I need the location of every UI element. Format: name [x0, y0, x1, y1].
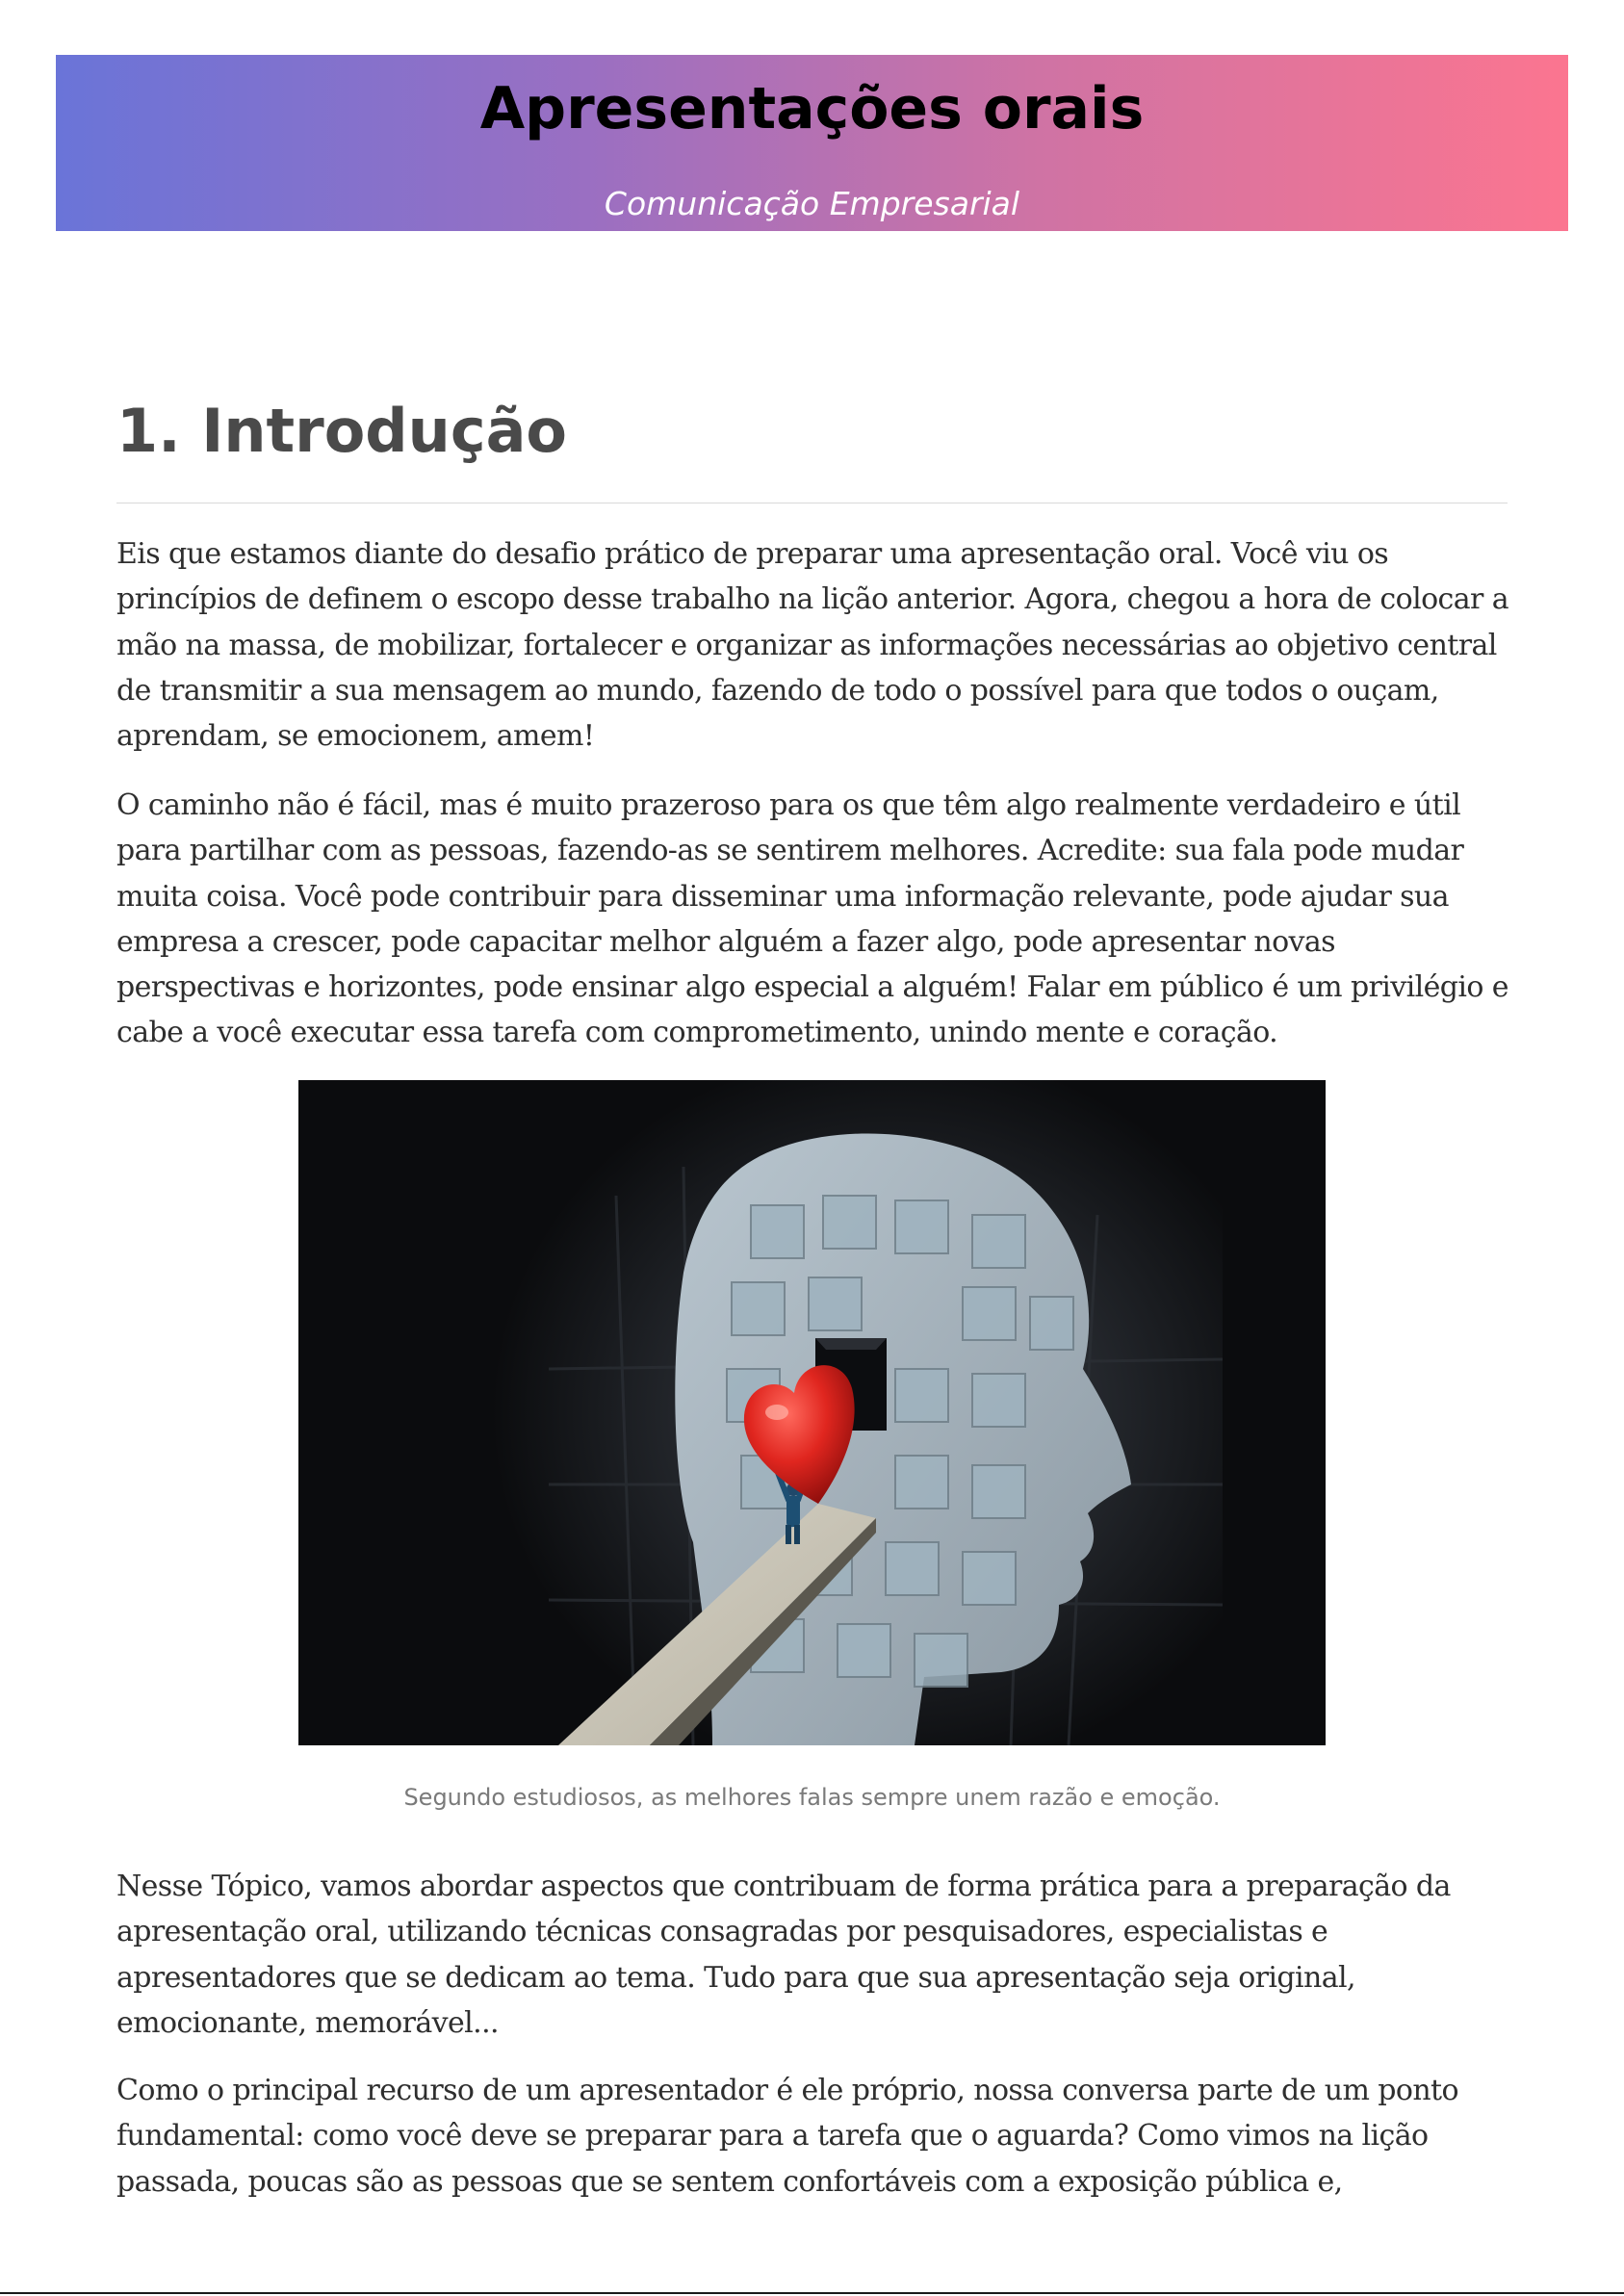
- page-bottom-rule: [0, 2292, 1624, 2294]
- document-title: Apresentações orais: [479, 75, 1145, 142]
- figure-caption: Segundo estudiosos, as melhores falas sempre unem razão e emoção.: [403, 1784, 1221, 1811]
- paragraph-3: Nesse Tópico, vamos abordar aspectos que contribuam de forma prática para a preparação da apresentação oral, utilizando técnicas consagradas por pesquisadores, especialistas e apresentadores que se dedicam ao tema. Tudo para que sua apresentação seja original, emocionante, memorável...: [116, 1870, 1451, 2040]
- title-banner: [56, 55, 1568, 231]
- paragraph-1: Eis que estamos diante do desafio prático de preparar uma apresentação oral. Você viu os princípios de definem o escopo desse trabalho na lição anterior. Agora, chegou a hora de colocar a mão na massa, de mobilizar, fortalecer e organizar as informações necessárias ao objetivo central de transmitir a sua mensagem ao mundo, fazendo de todo o possível para que todos o ouçam, aprendam, se emocionem, amem!: [116, 537, 1509, 754]
- paragraph-2: O caminho não é fácil, mas é muito prazeroso para os que têm algo realmente verdadeiro e útil para partilhar com as pessoas, fazendo-as se sentirem melhores. Acredite: sua fala pode mudar muita coisa. Você pode contribuir para disseminar uma informação relevante, pode ajudar sua empresa a crescer, pode capacitar melhor alguém a fazer algo, pode apresentar novas perspectivas e horizontes, pode ensinar algo especial a alguém! Falar em público é um privilégio e cabe a você executar essa tarefa com comprometimento, unindo mente e coração.: [116, 788, 1508, 1050]
- document-subtitle: Comunicação Empresarial: [604, 185, 1020, 222]
- illustration-image: [298, 1080, 1326, 1745]
- illustration-head-heart: [298, 1080, 1326, 1745]
- section-heading: 1. Introdução: [116, 396, 567, 466]
- paragraph-4: Como o principal recurso de um apresentador é ele próprio, nossa conversa parte de um ponto fundamental: como você deve se preparar para a tarefa que o aguarda? Como vimos na lição passada, poucas são as pessoas que se sentem confortáveis com a exposição pública e,: [116, 2074, 1458, 2199]
